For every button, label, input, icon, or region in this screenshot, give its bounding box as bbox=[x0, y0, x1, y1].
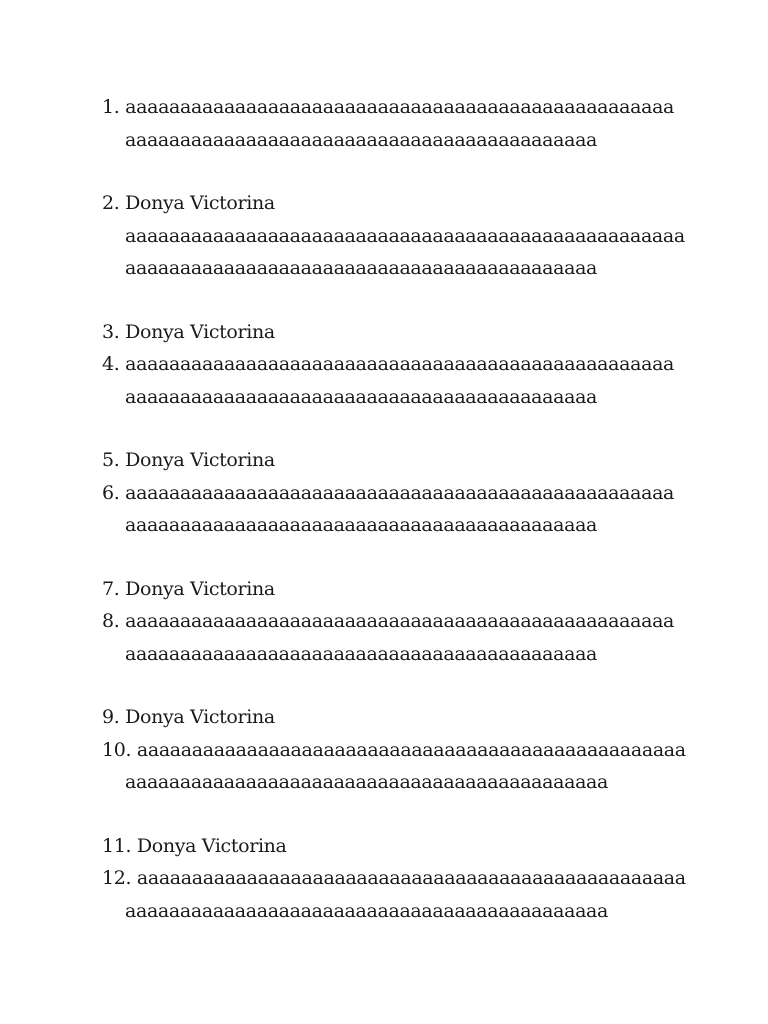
list-item-text: aaaaaaaaaaaaaaaaaaaaaaaaaaaaaaaaaaaaaaaaaaaaaaaaaa bbox=[136, 738, 686, 761]
list-item-continuation: aaaaaaaaaaaaaaaaaaaaaaaaaaaaaaaaaaaaaaaaaaa bbox=[125, 642, 598, 665]
list-item-line bbox=[102, 862, 692, 895]
list-item-5 bbox=[102, 444, 692, 477]
list-item-text: aaaaaaaaaaaaaaaaaaaaaaaaaaaaaaaaaaaaaaaaaaaaaaaaaa bbox=[125, 481, 675, 504]
list-item-text: aaaaaaaaaaaaaaaaaaaaaaaaaaaaaaaaaaaaaaaaaaaaaaaaaa bbox=[125, 353, 675, 375]
list-item-continuation: aaaaaaaaaaaaaaaaaaaaaaaaaaaaaaaaaaaaaaaaaaa bbox=[125, 385, 598, 408]
list-item-text: aaaaaaaaaaaaaaaaaaaaaaaaaaaaaaaaaaaaaaaaaaaaaaaaaa bbox=[125, 96, 675, 118]
list-item-line bbox=[102, 91, 692, 124]
list-item-line bbox=[102, 734, 692, 767]
paragraph-gap bbox=[102, 156, 692, 187]
list-item-text: Donya Victorina bbox=[125, 577, 275, 600]
list-item-6 bbox=[102, 477, 692, 542]
list-item-continuation: aaaaaaaaaaaaaaaaaaaaaaaaaaaaaaaaaaaaaaaaaaa bbox=[125, 257, 598, 279]
list-item-4 bbox=[102, 348, 692, 413]
list-number: 1. bbox=[102, 96, 120, 118]
list-item-11 bbox=[102, 830, 692, 863]
list-item-text: aaaaaaaaaaaaaaaaaaaaaaaaaaaaaaaaaaaaaaaaaaaaaaaaaa bbox=[136, 867, 686, 889]
list-item-text: Donya Victorina bbox=[125, 706, 275, 728]
paragraph-gap bbox=[102, 799, 692, 830]
list-item-text: Donya Victorina bbox=[136, 834, 287, 857]
list-item-line bbox=[102, 701, 692, 734]
list-item-line bbox=[102, 477, 692, 510]
list-item-7 bbox=[102, 573, 692, 606]
list-number: 4. bbox=[102, 353, 120, 375]
list-item-text: Donya Victorina bbox=[125, 449, 275, 471]
list-number: 12. bbox=[102, 867, 132, 889]
list-item-2 bbox=[102, 187, 692, 285]
list-item-continuation: aaaaaaaaaaaaaaaaaaaaaaaaaaaaaaaaaaaaaaaaaaa bbox=[125, 128, 598, 151]
list-number: 5. bbox=[102, 449, 120, 471]
list-item-8 bbox=[102, 605, 692, 670]
list-item-10 bbox=[102, 734, 692, 799]
list-item-continuation: aaaaaaaaaaaaaaaaaaaaaaaaaaaaaaaaaaaaaaaaaaaa bbox=[125, 899, 609, 922]
list-number: 10. bbox=[102, 738, 132, 761]
list-item-continuation: aaaaaaaaaaaaaaaaaaaaaaaaaaaaaaaaaaaaaaaaaaa bbox=[125, 514, 598, 536]
paragraph-gap bbox=[102, 413, 692, 444]
numbered-list bbox=[102, 91, 692, 927]
list-item-line bbox=[102, 348, 692, 381]
paragraph-gap bbox=[102, 670, 692, 701]
list-number: 9. bbox=[102, 706, 120, 728]
list-item-line bbox=[102, 605, 692, 638]
list-number: 8. bbox=[102, 610, 120, 632]
list-item-text: Donya Victorina bbox=[125, 320, 275, 343]
list-item-12 bbox=[102, 862, 692, 927]
list-item-continuation: aaaaaaaaaaaaaaaaaaaaaaaaaaaaaaaaaaaaaaaaaaaaaaaaaaa bbox=[125, 224, 685, 247]
list-item-3 bbox=[102, 316, 692, 349]
list-item-line bbox=[102, 444, 692, 477]
list-item-line bbox=[102, 830, 692, 863]
list-number: 3. bbox=[102, 320, 120, 343]
list-item-line bbox=[102, 316, 692, 349]
list-number: 11. bbox=[102, 834, 132, 857]
list-item-line bbox=[102, 573, 692, 606]
list-number: 2. bbox=[102, 192, 120, 214]
list-item-text: Donya Victorina bbox=[125, 192, 275, 214]
list-item-text: aaaaaaaaaaaaaaaaaaaaaaaaaaaaaaaaaaaaaaaaaaaaaaaaaa bbox=[125, 610, 675, 632]
list-item-continuation: aaaaaaaaaaaaaaaaaaaaaaaaaaaaaaaaaaaaaaaaaaaa bbox=[125, 771, 609, 793]
list-item-9 bbox=[102, 701, 692, 734]
list-number: 7. bbox=[102, 577, 120, 600]
paragraph-gap bbox=[102, 542, 692, 573]
list-item-line bbox=[102, 187, 692, 220]
list-number: 6. bbox=[102, 481, 120, 504]
paragraph-gap bbox=[102, 285, 692, 316]
list-item-1 bbox=[102, 91, 692, 156]
